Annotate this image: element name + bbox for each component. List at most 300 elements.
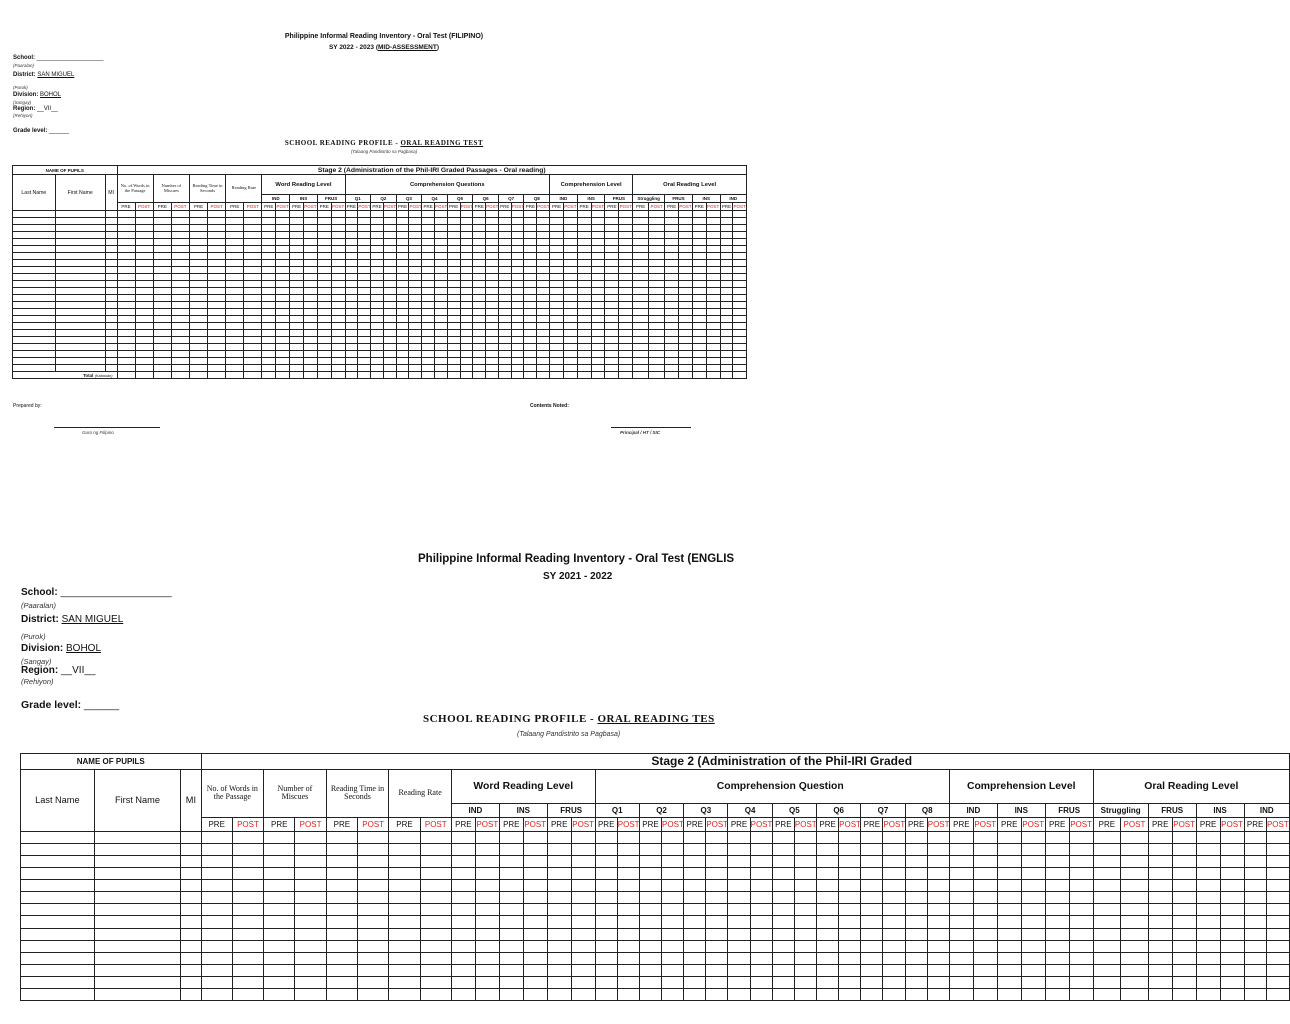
table-cell[interactable] [905, 989, 927, 1001]
table-cell[interactable] [619, 316, 633, 323]
table-cell[interactable] [105, 309, 117, 316]
table-cell[interactable] [409, 246, 422, 253]
table-cell[interactable] [358, 267, 371, 274]
table-cell[interactable] [728, 964, 750, 976]
table-cell[interactable] [679, 351, 693, 358]
table-cell[interactable] [692, 344, 706, 351]
table-cell[interactable] [94, 916, 181, 928]
table-cell[interactable] [383, 267, 396, 274]
table-cell[interactable] [55, 218, 105, 225]
table-cell[interactable] [208, 288, 226, 295]
table-cell[interactable] [345, 232, 358, 239]
table-cell[interactable] [692, 330, 706, 337]
table-cell[interactable] [692, 267, 706, 274]
table-cell[interactable] [358, 232, 371, 239]
table-cell[interactable] [13, 337, 56, 344]
table-cell[interactable] [1244, 831, 1266, 843]
table-cell[interactable] [617, 989, 639, 1001]
table-cell[interactable] [662, 880, 684, 892]
table-cell[interactable] [498, 225, 511, 232]
table-cell[interactable] [861, 952, 883, 964]
table-cell[interactable] [949, 940, 973, 952]
table-cell[interactable] [189, 365, 207, 372]
table-cell[interactable] [706, 274, 720, 281]
table-cell[interactable] [201, 831, 232, 843]
table-cell[interactable] [383, 302, 396, 309]
table-cell[interactable] [839, 892, 861, 904]
table-cell[interactable] [208, 260, 226, 267]
table-cell[interactable] [524, 225, 537, 232]
table-cell[interactable] [498, 330, 511, 337]
table-cell[interactable] [208, 302, 226, 309]
table-cell[interactable] [733, 232, 747, 239]
table-cell[interactable] [117, 281, 135, 288]
table-cell[interactable] [371, 267, 384, 274]
table-cell[interactable] [21, 892, 95, 904]
table-cell[interactable] [276, 260, 290, 267]
table-cell[interactable] [633, 211, 649, 218]
table-cell[interactable] [547, 940, 571, 952]
table-cell[interactable] [772, 880, 794, 892]
table-cell[interactable] [189, 372, 207, 379]
table-cell[interactable] [772, 928, 794, 940]
table-cell[interactable] [451, 989, 475, 1001]
table-cell[interactable] [537, 372, 550, 379]
table-cell[interactable] [563, 253, 577, 260]
table-cell[interactable] [563, 323, 577, 330]
table-cell[interactable] [475, 964, 499, 976]
table-cell[interactable] [617, 976, 639, 988]
table-cell[interactable] [153, 372, 171, 379]
table-cell[interactable] [435, 309, 448, 316]
table-cell[interactable] [473, 358, 486, 365]
table-cell[interactable] [232, 940, 263, 952]
table-cell[interactable] [473, 344, 486, 351]
table-cell[interactable] [486, 211, 499, 218]
table-cell[interactable] [331, 274, 345, 281]
table-cell[interactable] [1172, 964, 1196, 976]
table-cell[interactable] [345, 288, 358, 295]
table-cell[interactable] [1121, 904, 1149, 916]
table-cell[interactable] [171, 253, 189, 260]
table-cell[interactable] [435, 351, 448, 358]
table-cell[interactable] [794, 880, 816, 892]
table-cell[interactable] [290, 274, 304, 281]
table-cell[interactable] [181, 892, 201, 904]
table-cell[interactable] [290, 253, 304, 260]
table-cell[interactable] [276, 337, 290, 344]
table-cell[interactable] [498, 344, 511, 351]
table-cell[interactable] [1148, 855, 1172, 867]
table-cell[interactable] [905, 892, 927, 904]
table-cell[interactable] [949, 964, 973, 976]
table-cell[interactable] [665, 351, 679, 358]
table-cell[interactable] [262, 330, 276, 337]
table-cell[interactable] [422, 372, 435, 379]
table-cell[interactable] [264, 989, 295, 1001]
table-cell[interactable] [473, 372, 486, 379]
table-cell[interactable] [665, 260, 679, 267]
table-cell[interactable] [358, 976, 389, 988]
table-cell[interactable] [1069, 964, 1093, 976]
table-cell[interactable] [153, 253, 171, 260]
table-cell[interactable] [451, 843, 475, 855]
table-cell[interactable] [639, 855, 661, 867]
table-cell[interactable] [524, 337, 537, 344]
table-cell[interactable] [720, 260, 733, 267]
table-cell[interactable] [447, 365, 460, 372]
table-cell[interactable] [1244, 916, 1266, 928]
table-cell[interactable] [1196, 892, 1220, 904]
table-cell[interactable] [772, 916, 794, 928]
table-cell[interactable] [473, 351, 486, 358]
table-cell[interactable] [435, 239, 448, 246]
table-cell[interactable] [794, 868, 816, 880]
table-cell[interactable] [639, 964, 661, 976]
table-cell[interactable] [511, 365, 524, 372]
table-cell[interactable] [473, 218, 486, 225]
table-cell[interactable] [290, 218, 304, 225]
table-cell[interactable] [617, 928, 639, 940]
table-cell[interactable] [817, 831, 839, 843]
table-cell[interactable] [839, 964, 861, 976]
table-cell[interactable] [498, 309, 511, 316]
table-cell[interactable] [1244, 928, 1266, 940]
table-cell[interactable] [523, 880, 547, 892]
table-cell[interactable] [486, 218, 499, 225]
table-cell[interactable] [473, 253, 486, 260]
table-cell[interactable] [733, 260, 747, 267]
table-cell[interactable] [511, 232, 524, 239]
table-cell[interactable] [422, 323, 435, 330]
table-cell[interactable] [591, 260, 605, 267]
table-cell[interactable] [883, 880, 905, 892]
table-cell[interactable] [345, 302, 358, 309]
table-cell[interactable] [498, 253, 511, 260]
table-cell[interactable] [383, 288, 396, 295]
table-cell[interactable] [1121, 855, 1149, 867]
table-cell[interactable] [733, 330, 747, 337]
table-cell[interactable] [1266, 989, 1289, 1001]
table-cell[interactable] [420, 892, 451, 904]
table-cell[interactable] [226, 253, 244, 260]
table-cell[interactable] [409, 372, 422, 379]
table-cell[interactable] [244, 337, 262, 344]
table-cell[interactable] [772, 868, 794, 880]
table-cell[interactable] [276, 316, 290, 323]
table-cell[interactable] [523, 916, 547, 928]
table-cell[interactable] [396, 274, 409, 281]
table-cell[interactable] [692, 253, 706, 260]
table-cell[interactable] [1172, 868, 1196, 880]
table-cell[interactable] [303, 274, 317, 281]
table-cell[interactable] [1196, 855, 1220, 867]
table-cell[interactable] [371, 260, 384, 267]
table-cell[interactable] [692, 260, 706, 267]
table-cell[interactable] [435, 372, 448, 379]
table-cell[interactable] [733, 295, 747, 302]
table-cell[interactable] [524, 351, 537, 358]
table-cell[interactable] [486, 351, 499, 358]
table-cell[interactable] [475, 952, 499, 964]
table-cell[interactable] [498, 246, 511, 253]
table-cell[interactable] [537, 211, 550, 218]
table-cell[interactable] [264, 940, 295, 952]
table-cell[interactable] [997, 928, 1021, 940]
table-cell[interactable] [345, 295, 358, 302]
table-cell[interactable] [679, 323, 693, 330]
table-cell[interactable] [486, 337, 499, 344]
table-cell[interactable] [105, 260, 117, 267]
table-cell[interactable] [244, 302, 262, 309]
table-cell[interactable] [617, 952, 639, 964]
table-cell[interactable] [460, 295, 473, 302]
table-cell[interactable] [733, 323, 747, 330]
table-cell[interactable] [839, 880, 861, 892]
table-cell[interactable] [550, 218, 564, 225]
table-cell[interactable] [153, 330, 171, 337]
table-cell[interactable] [524, 274, 537, 281]
table-cell[interactable] [358, 330, 371, 337]
table-cell[interactable] [473, 337, 486, 344]
table-cell[interactable] [524, 253, 537, 260]
table-cell[interactable] [591, 344, 605, 351]
table-cell[interactable] [420, 880, 451, 892]
table-cell[interactable] [290, 372, 304, 379]
table-cell[interactable] [639, 843, 661, 855]
table-cell[interactable] [1069, 855, 1093, 867]
table-cell[interactable] [537, 232, 550, 239]
table-cell[interactable] [679, 232, 693, 239]
table-cell[interactable] [706, 239, 720, 246]
table-cell[interactable] [358, 892, 389, 904]
table-cell[interactable] [460, 309, 473, 316]
table-cell[interactable] [317, 288, 331, 295]
table-cell[interactable] [949, 843, 973, 855]
table-cell[interactable] [105, 253, 117, 260]
table-cell[interactable] [595, 928, 617, 940]
table-cell[interactable] [486, 267, 499, 274]
table-cell[interactable] [435, 330, 448, 337]
table-cell[interactable] [511, 267, 524, 274]
table-cell[interactable] [679, 330, 693, 337]
table-cell[interactable] [550, 288, 564, 295]
table-cell[interactable] [201, 928, 232, 940]
table-cell[interactable] [201, 855, 232, 867]
table-cell[interactable] [94, 976, 181, 988]
table-cell[interactable] [649, 365, 665, 372]
table-cell[interactable] [684, 868, 706, 880]
table-cell[interactable] [1244, 855, 1266, 867]
table-cell[interactable] [153, 211, 171, 218]
table-cell[interactable] [639, 916, 661, 928]
table-cell[interactable] [550, 344, 564, 351]
table-cell[interactable] [317, 281, 331, 288]
table-cell[interactable] [460, 253, 473, 260]
table-cell[interactable] [290, 295, 304, 302]
table-cell[interactable] [226, 225, 244, 232]
table-cell[interactable] [208, 246, 226, 253]
table-cell[interactable] [409, 302, 422, 309]
table-cell[interactable] [422, 211, 435, 218]
table-cell[interactable] [317, 344, 331, 351]
table-cell[interactable] [358, 989, 389, 1001]
table-cell[interactable] [21, 916, 95, 928]
table-cell[interactable] [905, 952, 927, 964]
table-cell[interactable] [232, 964, 263, 976]
table-cell[interactable] [409, 225, 422, 232]
table-cell[interactable] [839, 843, 861, 855]
table-cell[interactable] [733, 351, 747, 358]
table-cell[interactable] [117, 253, 135, 260]
table-cell[interactable] [383, 344, 396, 351]
table-cell[interactable] [181, 940, 201, 952]
table-cell[interactable] [617, 904, 639, 916]
table-cell[interactable] [1121, 916, 1149, 928]
table-cell[interactable] [720, 309, 733, 316]
table-cell[interactable] [276, 211, 290, 218]
table-cell[interactable] [135, 372, 153, 379]
table-cell[interactable] [577, 295, 591, 302]
table-cell[interactable] [473, 330, 486, 337]
table-cell[interactable] [303, 218, 317, 225]
table-cell[interactable] [358, 309, 371, 316]
table-cell[interactable] [486, 274, 499, 281]
table-cell[interactable] [447, 358, 460, 365]
table-cell[interactable] [409, 232, 422, 239]
table-cell[interactable] [345, 309, 358, 316]
table-cell[interactable] [262, 309, 276, 316]
table-cell[interactable] [262, 344, 276, 351]
table-cell[interactable] [1093, 855, 1121, 867]
table-cell[interactable] [1196, 940, 1220, 952]
table-cell[interactable] [1069, 928, 1093, 940]
table-cell[interactable] [1021, 831, 1045, 843]
table-cell[interactable] [486, 281, 499, 288]
table-cell[interactable] [679, 281, 693, 288]
table-cell[interactable] [383, 281, 396, 288]
table-cell[interactable] [153, 295, 171, 302]
table-cell[interactable] [605, 281, 619, 288]
table-cell[interactable] [633, 337, 649, 344]
table-cell[interactable] [55, 344, 105, 351]
table-cell[interactable] [473, 365, 486, 372]
table-cell[interactable] [383, 316, 396, 323]
table-cell[interactable] [244, 274, 262, 281]
table-cell[interactable] [706, 309, 720, 316]
table-cell[interactable] [396, 232, 409, 239]
table-cell[interactable] [550, 302, 564, 309]
table-cell[interactable] [396, 218, 409, 225]
table-cell[interactable] [473, 302, 486, 309]
table-cell[interactable] [208, 274, 226, 281]
table-cell[interactable] [396, 302, 409, 309]
table-cell[interactable] [639, 952, 661, 964]
table-cell[interactable] [973, 989, 997, 1001]
table-cell[interactable] [692, 225, 706, 232]
table-cell[interactable] [371, 253, 384, 260]
table-cell[interactable] [728, 952, 750, 964]
table-cell[interactable] [617, 880, 639, 892]
table-cell[interactable] [1244, 940, 1266, 952]
table-cell[interactable] [511, 274, 524, 281]
table-cell[interactable] [317, 330, 331, 337]
table-cell[interactable] [649, 232, 665, 239]
table-cell[interactable] [290, 309, 304, 316]
table-cell[interactable] [13, 295, 56, 302]
table-cell[interactable] [595, 952, 617, 964]
table-cell[interactable] [817, 940, 839, 952]
table-cell[interactable] [135, 218, 153, 225]
table-cell[interactable] [117, 211, 135, 218]
table-cell[interactable] [537, 365, 550, 372]
table-cell[interactable] [371, 218, 384, 225]
table-cell[interactable] [475, 855, 499, 867]
table-cell[interactable] [189, 267, 207, 274]
table-cell[interactable] [750, 952, 772, 964]
table-cell[interactable] [105, 337, 117, 344]
table-cell[interactable] [692, 302, 706, 309]
table-cell[interactable] [153, 344, 171, 351]
table-cell[interactable] [326, 940, 357, 952]
table-cell[interactable] [303, 358, 317, 365]
table-cell[interactable] [226, 288, 244, 295]
table-cell[interactable] [692, 239, 706, 246]
table-cell[interactable] [262, 351, 276, 358]
table-cell[interactable] [750, 868, 772, 880]
table-cell[interactable] [550, 351, 564, 358]
table-cell[interactable] [633, 330, 649, 337]
table-cell[interactable] [633, 323, 649, 330]
table-cell[interactable] [684, 976, 706, 988]
table-cell[interactable] [817, 880, 839, 892]
table-cell[interactable] [1266, 892, 1289, 904]
table-cell[interactable] [550, 365, 564, 372]
table-cell[interactable] [706, 337, 720, 344]
table-cell[interactable] [371, 225, 384, 232]
table-cell[interactable] [244, 316, 262, 323]
table-cell[interactable] [201, 868, 232, 880]
table-cell[interactable] [135, 365, 153, 372]
table-cell[interactable] [537, 302, 550, 309]
table-cell[interactable] [973, 964, 997, 976]
table-cell[interactable] [665, 225, 679, 232]
table-cell[interactable] [105, 358, 117, 365]
table-cell[interactable] [706, 976, 728, 988]
table-cell[interactable] [422, 288, 435, 295]
table-cell[interactable] [371, 239, 384, 246]
table-cell[interactable] [117, 344, 135, 351]
table-cell[interactable] [794, 916, 816, 928]
table-cell[interactable] [883, 989, 905, 1001]
table-cell[interactable] [201, 916, 232, 928]
table-cell[interactable] [383, 295, 396, 302]
table-cell[interactable] [733, 316, 747, 323]
table-cell[interactable] [262, 239, 276, 246]
table-cell[interactable] [264, 880, 295, 892]
table-cell[interactable] [639, 928, 661, 940]
table-cell[interactable] [475, 928, 499, 940]
table-cell[interactable] [13, 253, 56, 260]
table-cell[interactable] [524, 267, 537, 274]
table-cell[interactable] [1220, 940, 1244, 952]
table-cell[interactable] [371, 274, 384, 281]
table-cell[interactable] [226, 309, 244, 316]
table-cell[interactable] [226, 281, 244, 288]
table-cell[interactable] [619, 239, 633, 246]
table-cell[interactable] [345, 358, 358, 365]
table-cell[interactable] [264, 831, 295, 843]
